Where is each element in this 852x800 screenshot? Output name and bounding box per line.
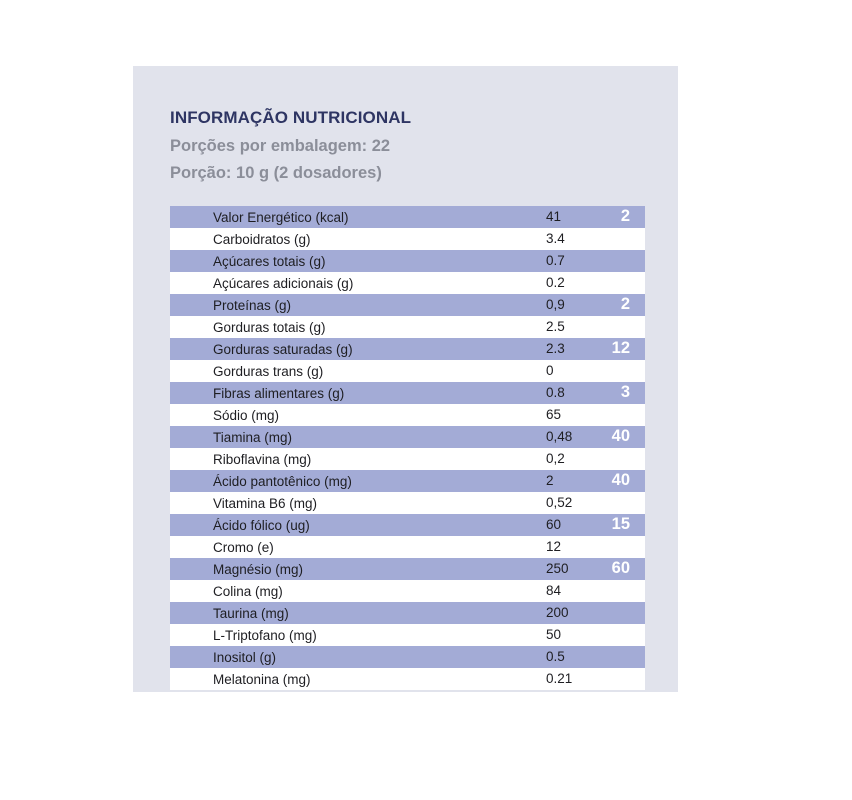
nutrient-name: Gorduras saturadas (g) [213,342,353,357]
table-row [170,228,645,250]
nutrient-name: Carboidratos (g) [213,232,311,247]
nutrient-value: 3.4 [546,231,565,246]
table-row [170,492,645,514]
nutrient-value: 0.2 [546,275,565,290]
nutrient-name: Fibras alimentares (g) [213,386,345,401]
table-row [170,294,645,316]
nutrient-value: 0.7 [546,253,565,268]
nutrient-name: Magnésio (mg) [213,562,304,577]
nutrient-value: 12 [546,539,562,554]
nutrient-value: 0.8 [546,385,565,400]
nutrient-value: 50 [546,627,562,642]
nutrient-name: L-Triptofano (mg) [213,628,317,643]
daily-value-percent: 15 [611,515,630,533]
table-row [170,382,645,404]
table-row [170,250,645,272]
nutrient-value: 60 [546,517,562,532]
nutrition-title: INFORMAÇÃO NUTRICIONAL [170,108,412,127]
table-row [170,316,645,338]
daily-value-percent: 40 [611,427,630,445]
nutrition-panel [133,66,678,692]
servings-per-package: Porções por embalagem: 22 [170,137,391,155]
nutrient-value: 0,52 [546,495,573,510]
nutrient-value: 65 [546,407,562,422]
nutrient-value: 0,48 [546,429,573,444]
table-row [170,624,645,646]
nutrient-value: 0.21 [546,671,573,686]
nutrient-name: Gorduras trans (g) [213,364,324,379]
table-row [170,360,645,382]
nutrient-name: Vitamina B6 (mg) [213,496,318,511]
portion-size: Porção: 10 g (2 dosadores) [170,164,382,182]
daily-value-percent: 40 [611,471,630,489]
nutrient-value: 2.3 [546,341,565,356]
nutrient-value: 0 [546,363,554,378]
table-row [170,580,645,602]
nutrient-value: 200 [546,605,569,620]
table-row [170,404,645,426]
nutrient-name: Colina (mg) [213,584,283,599]
table-row [170,602,645,624]
nutrient-value: 2.5 [546,319,565,334]
table-row [170,646,645,668]
daily-value-percent: 12 [611,339,630,357]
daily-value-percent: 2 [620,295,630,313]
table-row [170,448,645,470]
nutrient-name: Proteínas (g) [213,298,292,313]
daily-value-percent: 2 [620,207,630,225]
nutrient-name: Riboflavina (mg) [213,452,312,467]
table-row [170,426,645,448]
nutrient-name: Ácido pantotênico (mg) [213,474,352,489]
nutrient-name: Inositol (g) [213,650,277,665]
table-row [170,536,645,558]
nutrient-name: Melatonina (mg) [213,672,311,687]
nutrient-name: Taurina (mg) [213,606,289,621]
nutrition-table [170,206,645,690]
nutrient-value: 84 [546,583,562,598]
table-row [170,558,645,580]
nutrient-name: Ácido fólico (ug) [213,518,310,533]
nutrient-name: Valor Energético (kcal) [213,210,349,225]
table-row [170,272,645,294]
nutrient-name: Cromo (e) [213,540,274,555]
nutrient-name: Tiamina (mg) [213,430,293,445]
nutrient-value: 0.5 [546,649,565,664]
table-row [170,668,645,690]
table-row [170,470,645,492]
nutrient-name: Açúcares totais (g) [213,254,326,269]
table-row [170,338,645,360]
nutrient-name: Gorduras totais (g) [213,320,326,335]
nutrient-value: 41 [546,209,562,224]
table-row [170,206,645,228]
nutrient-value: 0,9 [546,297,565,312]
nutrient-name: Sódio (mg) [213,408,280,423]
daily-value-percent: 3 [620,383,630,401]
nutrient-value: 250 [546,561,569,576]
nutrient-name: Açúcares adicionais (g) [213,276,354,291]
nutrient-value: 0,2 [546,451,565,466]
nutrient-value: 2 [546,473,554,488]
daily-value-percent: 60 [611,559,630,577]
table-row [170,514,645,536]
